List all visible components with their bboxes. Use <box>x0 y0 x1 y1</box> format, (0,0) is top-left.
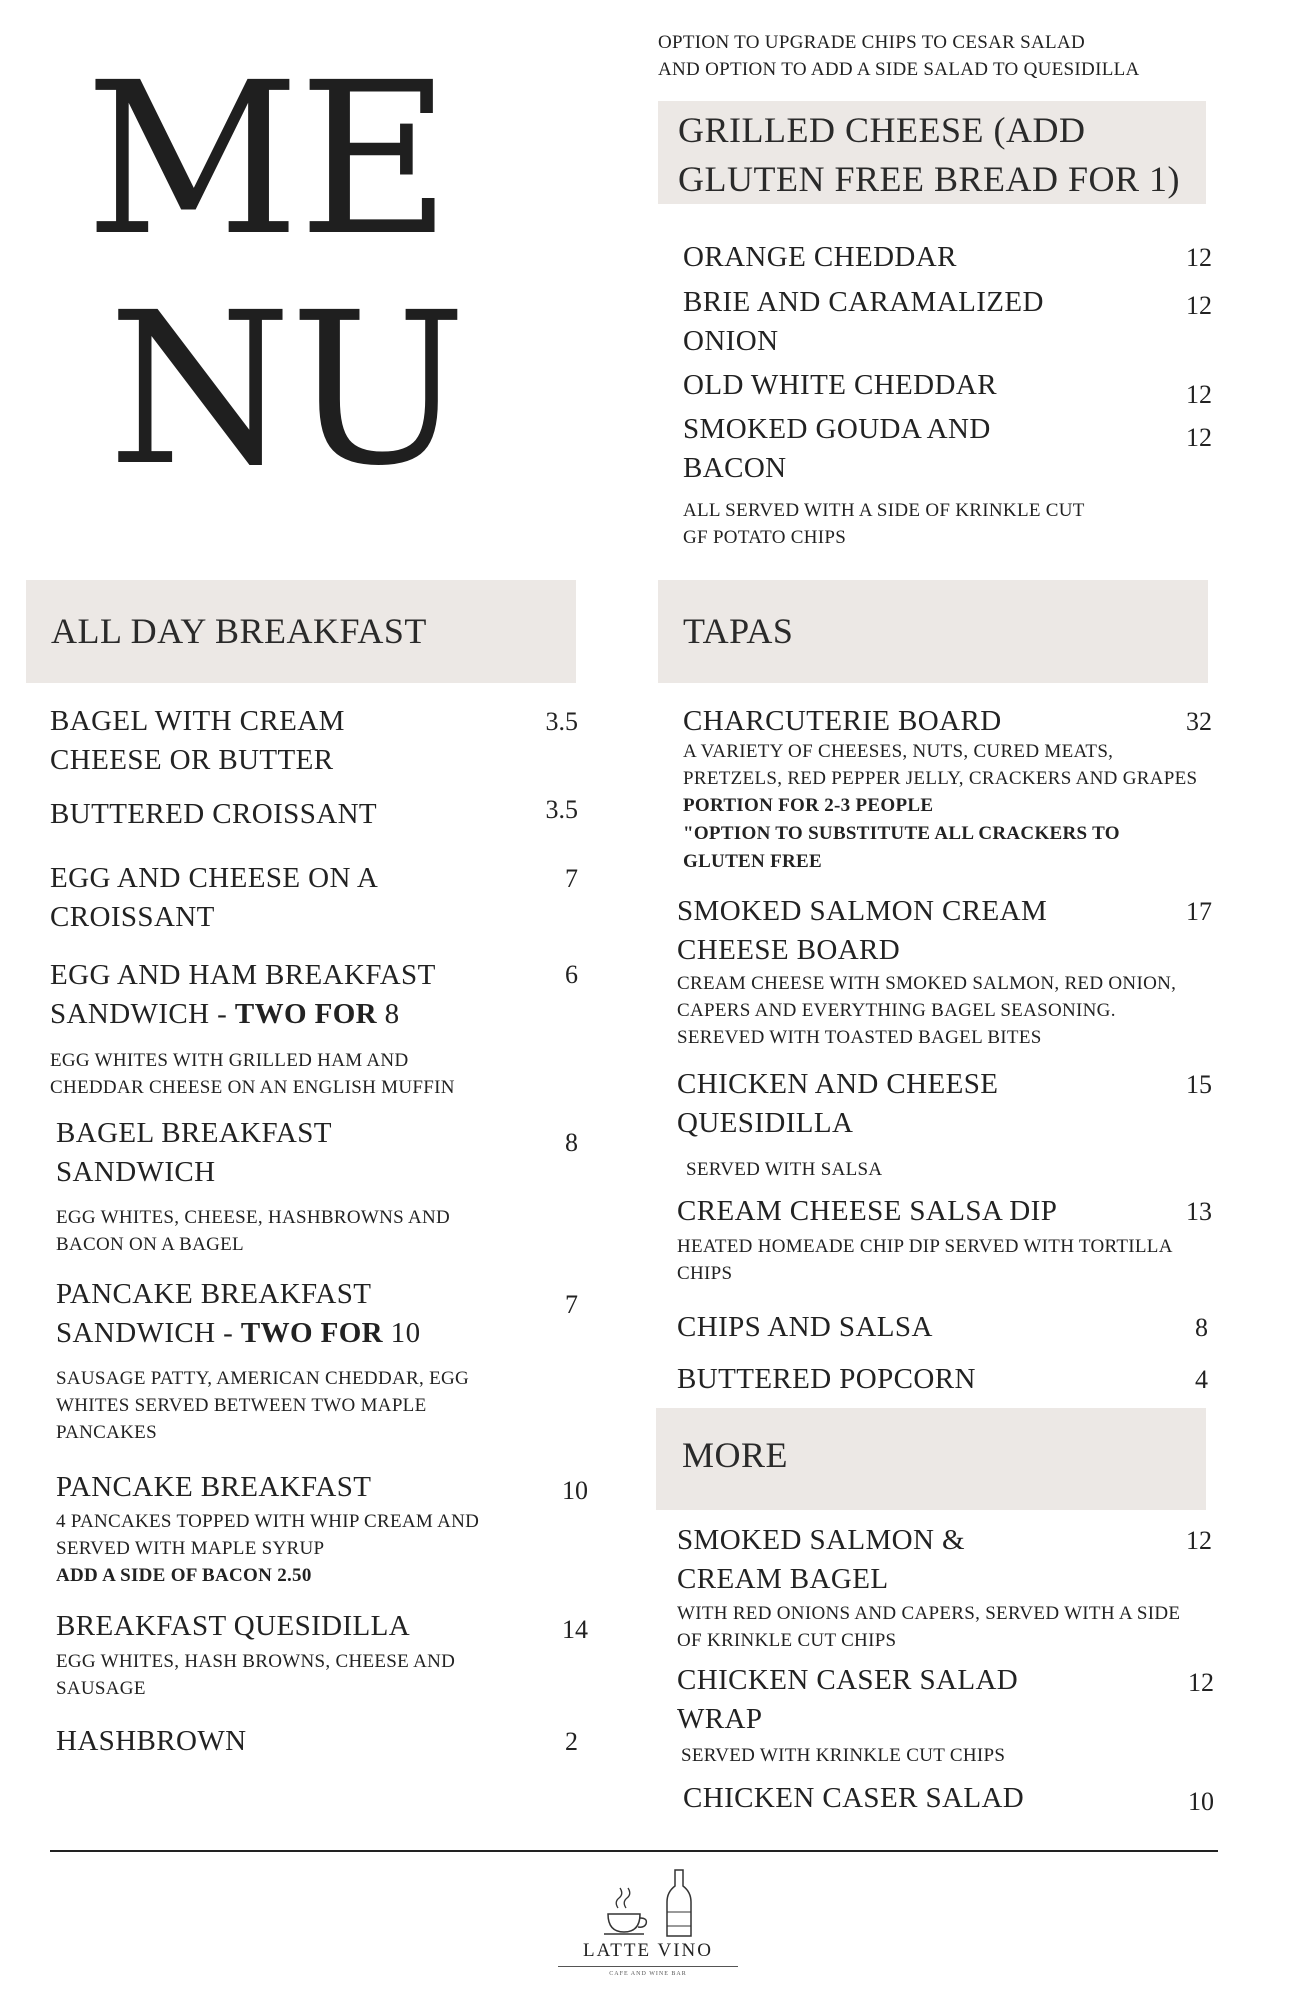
top-note-line2: AND OPTION TO ADD A SIDE SALAD TO QUESIDILLA <box>658 59 1140 80</box>
more-item-name <box>677 1521 965 1599</box>
breakfast-item-price: 3.5 <box>545 707 578 736</box>
breakfast-item-desc <box>56 1204 450 1258</box>
desc-line: SEREVED WITH TOASTED BAGEL BITES <box>677 1027 1042 1048</box>
item-line: BAGEL BREAKFAST <box>56 1117 332 1149</box>
logo-underline <box>558 1966 738 1967</box>
desc-line: EGG WHITES, HASH BROWNS, CHEESE AND <box>56 1651 456 1672</box>
desc-line: SAUSAGE <box>56 1678 146 1699</box>
tapas-item-price: 17 <box>1186 897 1212 926</box>
breakfast-item-name <box>50 859 378 937</box>
more-header-band <box>656 1408 1206 1510</box>
wine-bottle-icon <box>664 1868 694 1940</box>
bacon-addon: ADD A SIDE OF BACON 2.50 <box>56 1565 312 1586</box>
breakfast-item-name <box>56 1114 332 1192</box>
breakfast-item-name <box>50 702 345 780</box>
grilled-cheese-header-line1: GRILLED CHEESE (ADD <box>678 110 1086 150</box>
two-for-price: 10 <box>383 1317 421 1349</box>
desc-line: CAPERS AND EVERYTHING BAGEL SEASONING. <box>677 1000 1116 1021</box>
tapas-header: TAPAS <box>683 611 794 651</box>
item-line: CHEESE BOARD <box>677 934 901 966</box>
more-item-name <box>677 1661 1018 1739</box>
item-line: CHEESE OR BUTTER <box>50 744 334 776</box>
grilled-item-price: 12 <box>1186 243 1212 272</box>
tapas-item-name <box>677 1065 998 1143</box>
tapas-item-name <box>677 892 1047 970</box>
desc-line: WITH RED ONIONS AND CAPERS, SERVED WITH A SIDE <box>677 1603 1181 1624</box>
item-line: EGG AND CHEESE ON A <box>50 862 379 894</box>
item-line <box>56 1314 420 1353</box>
more-item-price: 12 <box>1188 1668 1214 1697</box>
gluten-free-note: "OPTION TO SUBSTITUTE ALL CRACKERS TO <box>683 823 1120 844</box>
item-line: PANCAKE BREAKFAST <box>56 1278 372 1310</box>
more-item-desc <box>677 1600 1180 1654</box>
more-header: MORE <box>682 1435 789 1475</box>
note-line: GF POTATO CHIPS <box>683 527 847 548</box>
tapas-item-name: CREAM CHEESE SALSA DIP <box>677 1195 1058 1227</box>
item-line: BAGEL WITH CREAM <box>50 705 345 737</box>
item-line: CROISSANT <box>50 901 215 933</box>
breakfast-item-name: HASHBROWN <box>56 1725 247 1757</box>
tapas-item-price: 32 <box>1186 707 1212 736</box>
desc-line: A VARIETY OF CHEESES, NUTS, CURED MEATS, <box>683 741 1114 762</box>
desc-line: WHITES SERVED BETWEEN TWO MAPLE <box>56 1395 427 1416</box>
tapas-item-price: 8 <box>1195 1313 1208 1342</box>
item-line: BACON <box>683 452 787 484</box>
breakfast-header-band <box>26 580 576 683</box>
item-line-text: SANDWICH - <box>56 1317 241 1349</box>
item-line-text: SANDWICH - <box>50 998 235 1030</box>
breakfast-item-name <box>50 956 436 1034</box>
breakfast-item-name: PANCAKE BREAKFAST <box>56 1471 372 1503</box>
tapas-item-desc <box>677 1233 1173 1287</box>
more-item-desc: SERVED WITH KRINKLE CUT CHIPS <box>681 1745 1006 1766</box>
breakfast-item-name: BUTTERED CROISSANT <box>50 798 378 830</box>
grilled-item-name: ORANGE CHEDDAR <box>683 241 957 273</box>
desc-line: OF KRINKLE CUT CHIPS <box>677 1630 897 1651</box>
tapas-item-desc <box>683 738 1197 876</box>
tapas-item-price: 4 <box>1195 1365 1208 1394</box>
desc-line: EGG WHITES, CHEESE, HASHBROWNS AND <box>56 1207 451 1228</box>
desc-line: 4 PANCAKES TOPPED WITH WHIP CREAM AND <box>56 1511 480 1532</box>
desc-line: CREAM CHEESE WITH SMOKED SALMON, RED ONION, <box>677 973 1177 994</box>
tapas-item-name: CHIPS AND SALSA <box>677 1311 933 1343</box>
grilled-cheese-header-band <box>658 101 1206 204</box>
item-line: CREAM BAGEL <box>677 1563 889 1595</box>
two-for-label: TWO FOR <box>240 1317 384 1349</box>
breakfast-item-price: 6 <box>565 960 578 989</box>
item-line: EGG AND HAM BREAKFAST <box>50 959 436 991</box>
note-line: ALL SERVED WITH A SIDE OF KRINKLE CUT <box>683 500 1085 521</box>
portion-note: PORTION FOR 2-3 PEOPLE <box>683 795 934 816</box>
grilled-cheese-header-line2: GLUTEN FREE BREAD FOR 1) <box>678 159 1181 199</box>
tapas-item-name: BUTTERED POPCORN <box>677 1363 976 1395</box>
breakfast-item-desc <box>56 1365 469 1446</box>
item-line: SMOKED GOUDA AND <box>683 413 991 445</box>
breakfast-item-name <box>56 1275 420 1353</box>
item-line: CHICKEN AND CHEESE <box>677 1068 999 1100</box>
breakfast-item-desc <box>56 1508 479 1590</box>
breakfast-item-name: BREAKFAST QUESIDILLA <box>56 1610 411 1642</box>
desc-line: CHEDDAR CHEESE ON AN ENGLISH MUFFIN <box>50 1077 455 1098</box>
desc-line: BACON ON A BAGEL <box>56 1234 244 1255</box>
item-line: WRAP <box>677 1703 763 1735</box>
item-line: SANDWICH <box>56 1156 216 1188</box>
top-note-line1: OPTION TO UPGRADE CHIPS TO CESAR SALAD <box>658 32 1086 53</box>
breakfast-item-desc <box>56 1648 455 1702</box>
grilled-cheese-header <box>678 106 1180 204</box>
desc-line: SAUSAGE PATTY, AMERICAN CHEDDAR, EGG <box>56 1368 470 1389</box>
grilled-item-price: 12 <box>1186 423 1212 452</box>
desc-line: PANCAKES <box>56 1422 157 1443</box>
logo-name: LATTE VINO <box>583 1940 713 1961</box>
item-line: CHICKEN CASER SALAD <box>677 1664 1019 1696</box>
item-line: SMOKED SALMON CREAM <box>677 895 1048 927</box>
item-line <box>50 995 436 1034</box>
breakfast-item-price: 3.5 <box>545 795 578 824</box>
logo-tagline: CAFE AND WINE BAR <box>609 1971 687 1977</box>
grilled-item-name: OLD WHITE CHEDDAR <box>683 369 997 401</box>
item-line: ONION <box>683 325 779 357</box>
grilled-item-price: 12 <box>1186 380 1212 409</box>
desc-line: CHIPS <box>677 1263 733 1284</box>
menu-title-line2: NU <box>108 267 465 512</box>
more-item-price: 12 <box>1186 1526 1212 1555</box>
desc-line: SERVED WITH MAPLE SYRUP <box>56 1538 325 1559</box>
logo <box>548 1868 748 1993</box>
gluten-free-note: GLUTEN FREE <box>683 851 822 872</box>
footer-divider <box>50 1850 1218 1852</box>
breakfast-item-price: 7 <box>565 864 578 893</box>
breakfast-header: ALL DAY BREAKFAST <box>51 611 427 651</box>
breakfast-item-price: 7 <box>565 1290 578 1319</box>
breakfast-item-price: 14 <box>562 1615 588 1644</box>
breakfast-item-price: 10 <box>562 1476 588 1505</box>
tapas-item-name: CHARCUTERIE BOARD <box>683 705 1002 737</box>
menu-title-line1: ME <box>85 37 450 282</box>
item-line: SMOKED SALMON & <box>677 1524 965 1556</box>
more-item-price: 10 <box>1188 1787 1214 1816</box>
item-line: BRIE AND CARAMALIZED <box>683 286 1044 318</box>
desc-line: HEATED HOMEADE CHIP DIP SERVED WITH TORTILLA <box>677 1236 1173 1257</box>
tapas-item-price: 15 <box>1186 1070 1212 1099</box>
desc-line: PRETZELS, RED PEPPER JELLY, CRACKERS AND GRAPES <box>683 768 1198 789</box>
tapas-header-band <box>658 580 1208 683</box>
more-item-name: CHICKEN CASER SALAD <box>683 1782 1025 1814</box>
desc-line: EGG WHITES WITH GRILLED HAM AND <box>50 1050 409 1071</box>
grilled-item-name <box>683 283 1044 361</box>
tapas-item-desc: SERVED WITH SALSA <box>686 1159 883 1180</box>
tapas-item-desc <box>677 970 1176 1051</box>
two-for-price: 8 <box>377 998 400 1030</box>
breakfast-item-desc <box>50 1047 455 1101</box>
two-for-label: TWO FOR <box>234 998 378 1030</box>
item-line: QUESIDILLA <box>677 1107 854 1139</box>
tapas-item-price: 13 <box>1186 1197 1212 1226</box>
grilled-cheese-note <box>683 497 1085 551</box>
breakfast-item-price: 8 <box>565 1128 578 1157</box>
grilled-item-price: 12 <box>1186 291 1212 320</box>
top-note <box>658 29 1140 83</box>
grilled-item-name <box>683 410 991 488</box>
breakfast-item-price: 2 <box>565 1727 578 1756</box>
